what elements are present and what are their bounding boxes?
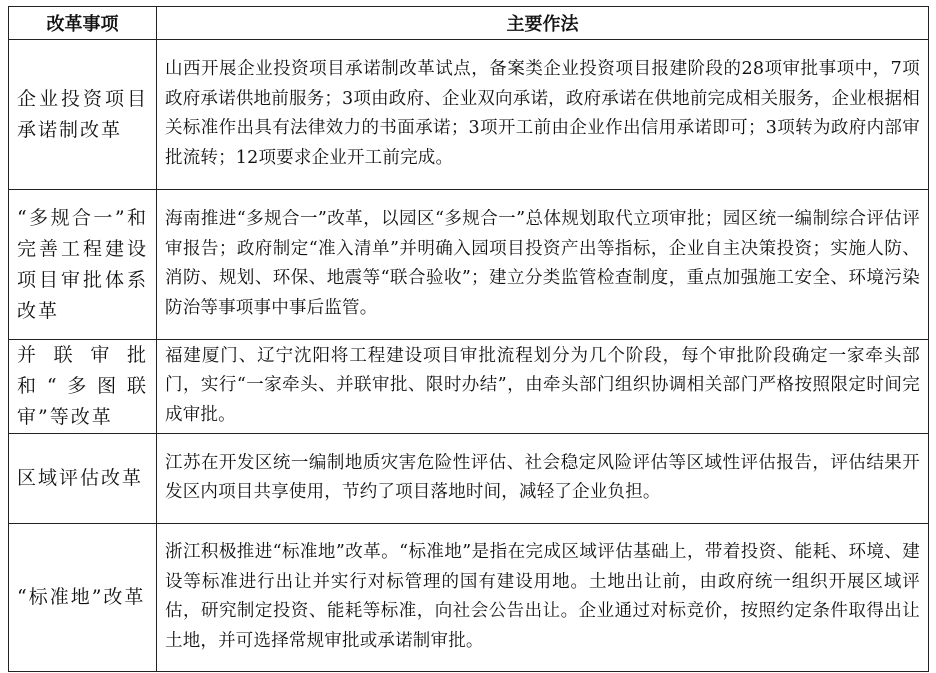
header-main-practice: 主要作法 [157,7,929,40]
practice-cell: 江苏在开发区统一编制地质灾害危险性评估、社会稳定风险评估等区域性评估报告，评估结果开发区内项目共享使用，节约了项目落地时间，减轻了企业负担。 [157,434,929,524]
reform-table [8,6,929,672]
reform-item-cell: 并联审批和“多图联审”等改革 [9,340,157,434]
table-row [9,190,929,340]
table-row [9,40,929,190]
header-reform-item: 改革事项 [9,7,157,40]
reform-item-cell: “标准地”改革 [9,524,157,672]
practice-cell: 海南推进“多规合一”改革，以园区“多规合一”总体规划取代立项审批；园区统一编制综合评估评审报告；政府制定“准入清单”并明确入园项目投资产出等指标，企业自主决策投资；实施人防、消防、规划、环保、地震等“联合验收”；建立分类监管检查制度，重点加强施工安全、环境污染防治等事项事中事后监管。 [157,190,929,340]
table-row [9,524,929,672]
table-row [9,340,929,434]
reform-item-cell: 企业投资项目承诺制改革 [9,40,157,190]
reform-item-cell: “多规合一”和完善工程建设项目审批体系改革 [9,190,157,340]
reform-item-cell: 区域评估改革 [9,434,157,524]
practice-cell: 浙江积极推进“标准地”改革。“标准地”是指在完成区域评估基础上，带着投资、能耗、环境、建设等标准进行出让并实行对标管理的国有建设用地。土地出让前，由政府统一组织开展区域评估，研究制定投资、能耗等标准，向社会公告出让。企业通过对标竞价，按照约定条件取得出让土地，并可选择常规审批或承诺制审批。 [157,524,929,672]
table-row [9,434,929,524]
table-header-row [9,7,929,40]
practice-cell: 山西开展企业投资项目承诺制改革试点，备案类企业投资项目报建阶段的28项审批事项中，7项政府承诺供地前服务；3项由政府、企业双向承诺，政府承诺在供地前完成相关服务，企业根据相关标准作出具有法律效力的书面承诺；3项开工前由企业作出信用承诺即可；3项转为政府内部审批流转；12项要求企业开工前完成。 [157,40,929,190]
practice-cell: 福建厦门、辽宁沈阳将工程建设项目审批流程划分为几个阶段，每个审批阶段确定一家牵头部门，实行“一家牵头、并联审批、限时办结”，由牵头部门组织协调相关部门严格按照限定时间完成审批。 [157,340,929,434]
reform-table-container [8,6,928,672]
